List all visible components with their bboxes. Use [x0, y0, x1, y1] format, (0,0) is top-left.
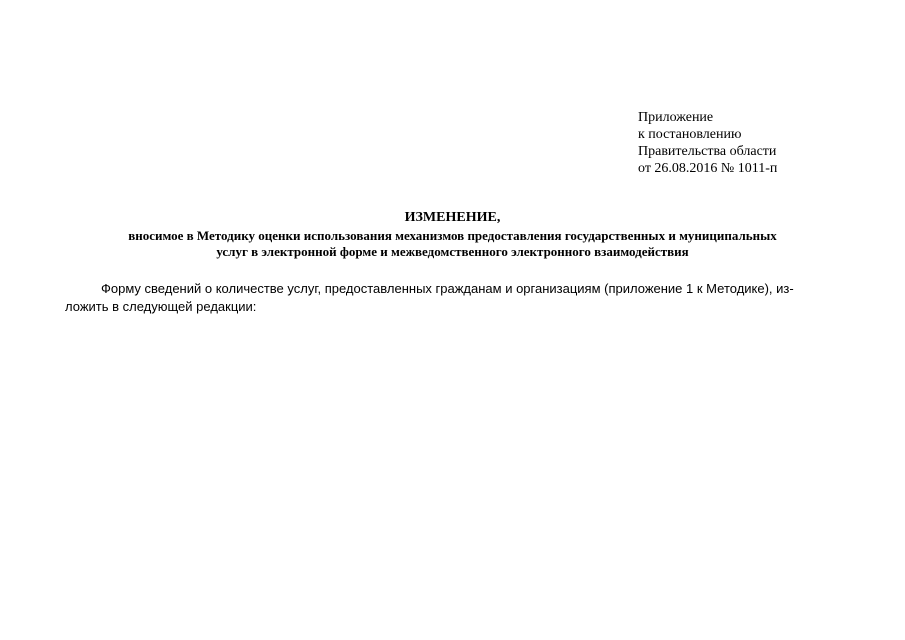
- appendix-reference: к постановлению: [638, 127, 742, 142]
- appendix-date-number: от 26.08.2016 № 1011-п: [638, 161, 778, 176]
- appendix-authority: Правительства области: [638, 144, 777, 159]
- body-paragraph: [65, 280, 845, 316]
- subtitle-line: услуг в электронной форме и межведомственного электронного взаимодействия: [216, 244, 689, 259]
- document-title: ИЗМЕНЕНИЕ,: [404, 210, 501, 225]
- document-subtitle: [40, 228, 865, 260]
- subtitle-line: вносимое в Методику оценки использования механизмов предоставления государственных и муниципальных: [128, 228, 777, 243]
- paragraph-line: ложить в следующей редакции:: [65, 299, 257, 314]
- appendix-block: [638, 109, 858, 177]
- appendix-label: Приложение: [638, 110, 714, 125]
- paragraph-line: Форму сведений о количестве услуг, предоставленных гражданам и организациям (приложение 1 к Методике), из-: [101, 281, 794, 296]
